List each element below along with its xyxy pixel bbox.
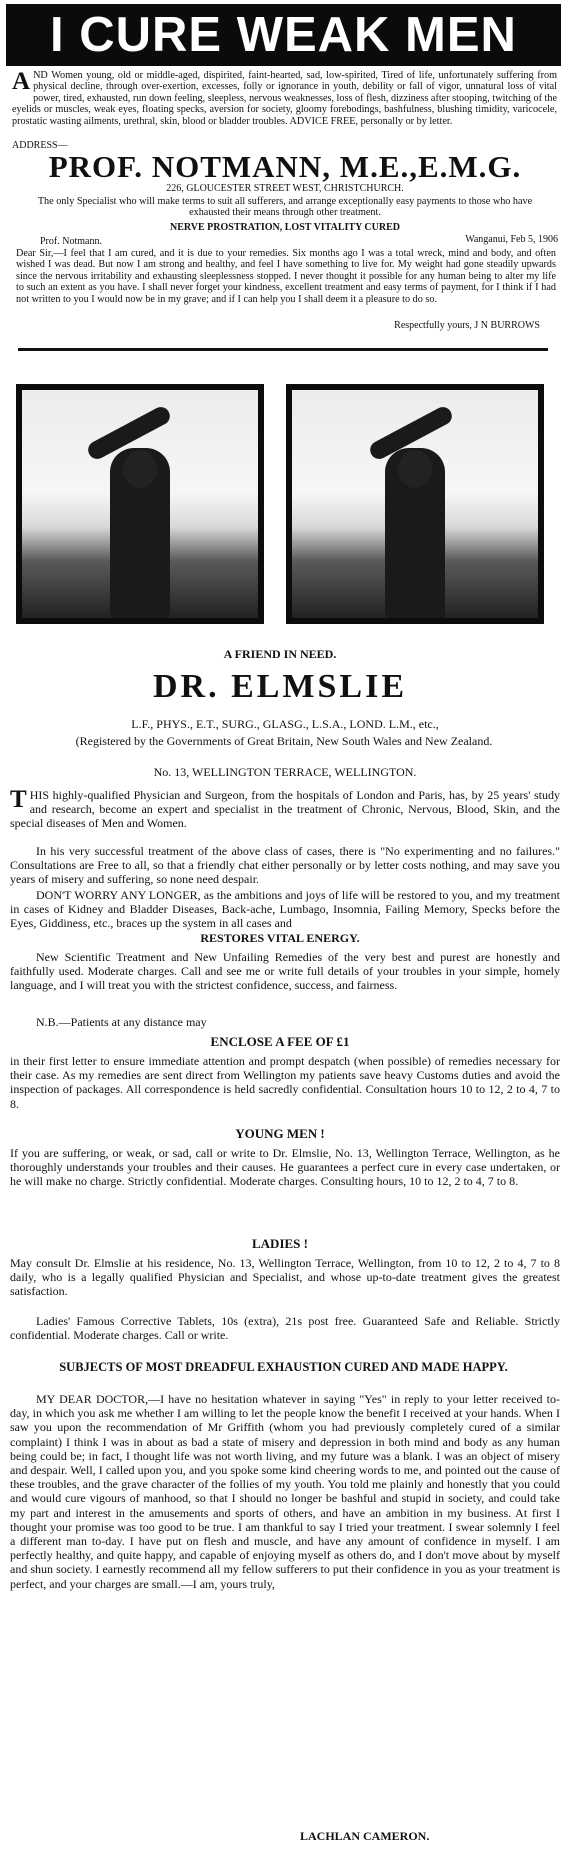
elmslie-registration: (Registered by the Governments of Great Britain, New South Wales and New Zealand. xyxy=(75,734,493,748)
drop-cap-a: A xyxy=(12,68,31,95)
section-divider xyxy=(18,348,548,351)
notmann-street: 226, GLOUCESTER STREET WEST, CHRISTCHURCH. xyxy=(166,183,404,194)
headline-banner: I CURE WEAK MEN xyxy=(6,4,561,66)
ladies-tablets: Ladies' Famous Corrective Tablets, 10s (extra), 21s post free. Guaranteed Safe and Reliable. Strictly confidential. Moderate charges. Call or write. xyxy=(10,1314,560,1343)
ladies-text: May consult Dr. Elmslie at his residence, No. 13, Wellington Terrace, Wellington, from 10 to 12, 2 to 4, 7 to 8 daily, who is a legally qualified Physician and Specialist, and whose up-to-date treatment gives the greatest satisfaction. xyxy=(10,1256,560,1299)
friend-in-need: A FRIEND IN NEED. xyxy=(223,647,337,661)
testimonial-text: MY DEAR DOCTOR,—I have no hesitation whatever in saying "Yes" in reply to your letter received to-day, in which you ask me whether I am willing to let the people know the benefit I received at your hands. When I saw you upon the recommendation of Mr Griffith (whom you had previously completely cured of a similar complaint) I think I was in about as bad a state of misery and depression in both mind and body as any human being could be; in fact, I thought life was not worth living, and my future was a blank. I was an object of misery and despair. Well, I called upon you, and you spoke some kind cheering words to me, and pointed out the cause of these troubles, and the grave character of the follies of my youth. You told me plainly and honestly that you could and would cure vigours of manhood, so that I should no longer be bashful and stupid in society, and could take my part and interest in the amusements and sports of others, and have an ambition in my business. At first I thought your promise was too good to be true. I am thankful to say I tried your treatment. I swear solemnly I feel a different man to-day. I have put on flesh and muscle, and have any amount of confidence in myself. I am perfectly healthy, and quite happy, and capable of enjoying myself as others do, and I don't move about by myself and shun society. I earnestly recommend all my fellow sufferers to put their confidence in you as your treatment is perfect, and your charges are small.—I am, yours truly, xyxy=(10,1392,560,1591)
address-label: ADDRESS— xyxy=(12,140,68,151)
letter-recipient: Prof. Notmann. xyxy=(40,236,102,247)
figure-head xyxy=(123,450,157,488)
ladies-heading: LADIES ! xyxy=(252,1236,308,1251)
elmslie-remedies: New Scientific Treatment and New Unfailing Remedies of the very best and purest are honestly and faithfully used. Moderate charges. Call and see me or write full details of your troubles in your simple, homely language, and I will treat you with the strictest confidence, success, and fairness. xyxy=(10,950,560,993)
testimonial-signature: LACHLAN CAMERON. xyxy=(300,1829,430,1843)
elmslie-fee: in their first letter to ensure immediate attention and prompt despatch (when possible) of remedies necessary for their case. As my remedies are sent direct from Wellington my patients save heavy Customs duties and avoid the inspection of packages. All correspondence is held sacredly confidential. Consultation hours 10 to 12, 2 to 4, 7 to 8. xyxy=(10,1054,560,1111)
notmann-intro: A ND Women young, old or middle-aged, dispirited, faint-hearted, sad, low-spirited, Tired of life, unfortunately suffering from physical decline, through over-exertion, excesses, folly or ignorance in youth, debility or fall of vigor, unnatural loss of vital power, tired, exhausted, run down feeling, sleepless, nervous weaknesses, loss of flesh, dizziness after stooping, twitching of the eyelids or muscles, weak eyes, floating specks, aversion for society, gloomy forebodings, bashfulness, blushing timidity, varicocele, prostatic wasting ailments, urethral, skin, blood or bladder troubles. ADVICE FREE, personally or by letter. xyxy=(12,68,557,127)
young-men-heading: YOUNG MEN ! xyxy=(235,1126,325,1141)
elmslie-treatment: In his very successful treatment of the above class of cases, there is "No experimenting and no failures." Consultations are Free to all, so that a friendly chat either personally or by letter costs nothing, and may save you years of misery and suffering, so none need despair. xyxy=(10,844,560,887)
portrait-photo-left xyxy=(16,384,264,624)
letter-place-date: Wanganui, Feb 5, 1906 xyxy=(465,234,558,245)
elmslie-intro: T HIS highly-qualified Physician and Surgeon, from the hospitals of London and Paris, has, by 25 years' study and research, become an expert and specialist in the treatment of Chronic, Nervous, Blood, Skin, and the special diseases of Men and Women. xyxy=(10,786,560,831)
young-men-text: If you are suffering, or weak, or sad, call or write to Dr. Elmslie, No. 13, Wellington Terrace, Wellington, as he thoroughly understands your troubles and their causes. He guarantees a perfect cure in every case undertaken, or he will make no charge. Strictly confidential. Moderate charges. Consulting hours, 10 to 12, 2 to 4, 7 to 8. xyxy=(10,1146,560,1189)
notmann-specialist: The only Specialist who will make terms to suit all sufferers, and arrange exceptionally easy payments to those who have exhausted their means through other treatment. xyxy=(37,196,533,219)
notmann-name: PROF. NOTMANN, M.E.,E.M.G. xyxy=(48,149,522,184)
nb-note: N.B.—Patients at any distance may xyxy=(36,1015,207,1029)
elmslie-qualifications: L.F., PHYS., E.T., SURG., GLASG., L.S.A., LOND. L.M., etc., xyxy=(131,717,439,731)
portrait-photo-right xyxy=(286,384,544,624)
enclose-heading: ENCLOSE A FEE OF £1 xyxy=(210,1034,350,1049)
elmslie-name: DR. ELMSLIE xyxy=(152,668,408,705)
notmann-letter: Dear Sir,—I feel that I am cured, and it is due to your remedies. Six months ago I was a total wreck, mind and body, and often wished I was dead. But now I am strong and healthy, and feel I have something to live for. My weight had gone steadily upwards since the nervous irritability and exhausting sleeplessness stopped. I never thought it possible for any human being to alter my life to such an extent as you have. I shall never forget your kindness, excellent treatment and easy terms of payment, for I think if I had not written to you I would now be in my grave; and if I can help you I shall deem it a pleasure to do so. xyxy=(16,248,556,305)
elmslie-dont-worry: DON'T WORRY ANY LONGER, as the ambitions and joys of life will be restored to you, and my treatment in cases of Kidney and Bladder Diseases, Back-ache, Lumbago, Insomnia, Failing Memory, Specks before the Eyes, Giddiness, etc., braces up the system in all cases and xyxy=(10,888,560,931)
photo-background xyxy=(292,390,538,618)
drop-cap-t: T xyxy=(10,786,27,813)
subjects-heading: SUBJECTS OF MOST DREADFUL EXHAUSTION CURED AND MADE HAPPY. xyxy=(59,1360,508,1374)
nerve-heading: NERVE PROSTRATION, LOST VITALITY CURED xyxy=(170,222,400,233)
letter-signoff: Respectfully yours, J N BURROWS xyxy=(394,320,540,331)
photo-background xyxy=(22,390,258,618)
elmslie-address: No. 13, WELLINGTON TERRACE, WELLINGTON. xyxy=(153,765,417,779)
figure-head xyxy=(398,450,432,488)
restores-heading: RESTORES VITAL ENERGY. xyxy=(200,931,360,945)
